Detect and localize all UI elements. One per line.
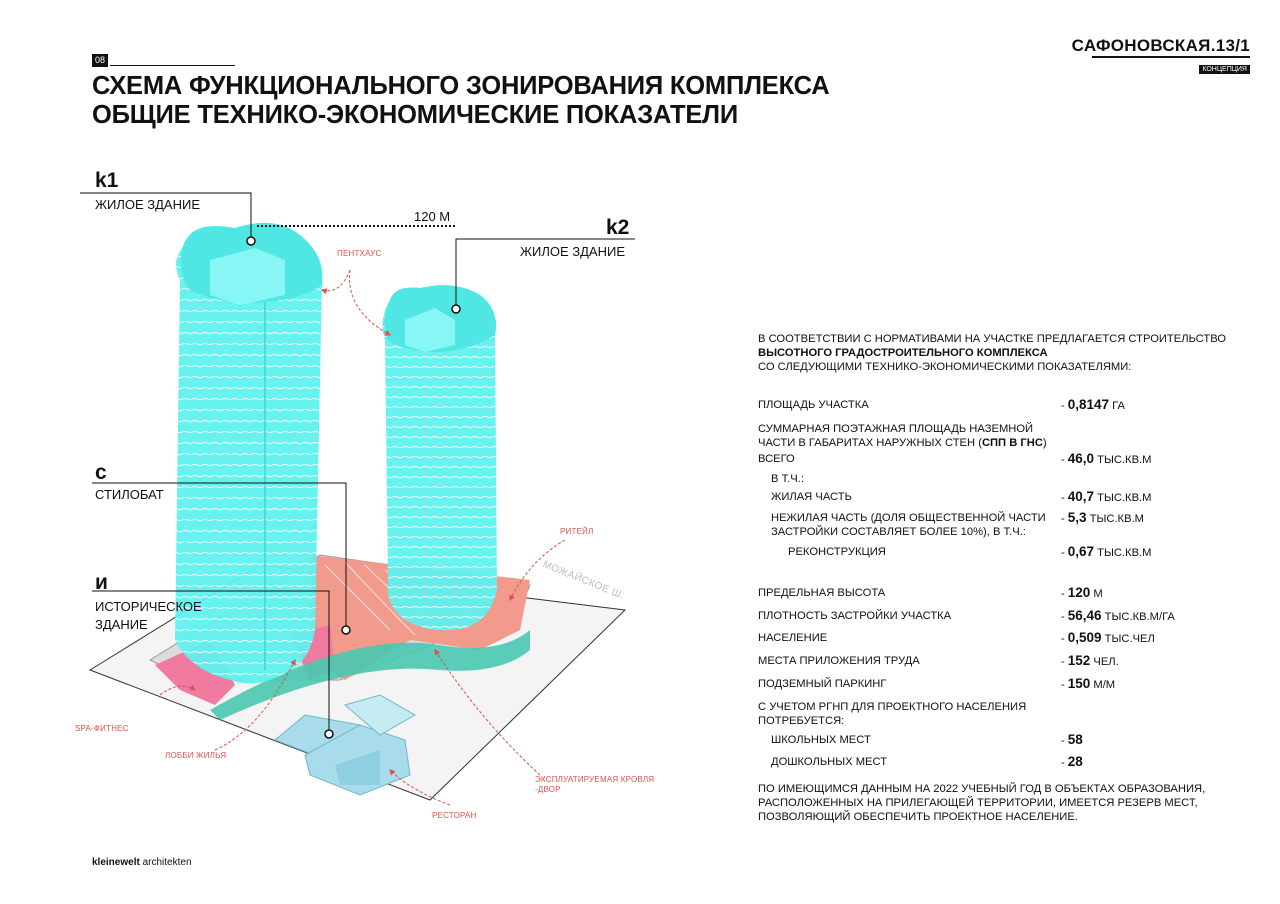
height-label-text: ПРЕДЕЛЬНАЯ ВЫСОТА [758, 587, 886, 599]
label-k1-code: k1 [95, 169, 119, 192]
brand-rule [1092, 56, 1250, 58]
area-label: ПЛОЩАДЬ УЧАСТКА [758, 399, 869, 411]
label-k1-name: ЖИЛОЕ ЗДАНИЕ [95, 197, 201, 212]
title-line-2: ОБЩИЕ ТЕХНИКО-ЭКОНОМИЧЕСКИЕ ПОКАЗАТЕЛИ [92, 101, 738, 129]
zoning-illustration [60, 160, 660, 850]
label-i-name-2: ЗДАНИЕ [95, 617, 148, 632]
area-value: - 0,8147 ГА [1061, 397, 1125, 412]
spp-label [758, 422, 1078, 450]
brand-name: САФОНОВСКАЯ.13/1 [1071, 36, 1250, 55]
title-line-1: СХЕМА ФУНКЦИОНАЛЬНОГО ЗОНИРОВАНИЯ КОМПЛЕКСА [92, 72, 830, 100]
parking-value: - 150 М/М [1061, 676, 1116, 691]
zoning-diagram [60, 160, 660, 850]
footer-credit [92, 857, 192, 868]
residential-label: ЖИЛАЯ ЧАСТЬ [771, 491, 852, 503]
label-c-code: c [95, 461, 107, 484]
annotation-retail: РИТЕЙЛ [560, 527, 594, 536]
intro-line-3: СО СЛЕДУЮЩИМИ ТЕХНИКО-ЭКОНОМИЧЕСКИМИ ПОКАЗАТЕЛЯМИ: [758, 361, 1132, 373]
label-c-name: СТИЛОБАТ [95, 487, 164, 502]
population-value: - 0,509 ТЫС.ЧЕЛ [1061, 630, 1155, 645]
recon-label: РЕКОНСТРУКЦИЯ [788, 546, 886, 558]
total-label: ВСЕГО [758, 453, 795, 465]
preschool-value: - 28 [1061, 754, 1083, 769]
height-label: 120 М [414, 209, 451, 224]
annotation-restaurant: РЕСТОРАН [432, 811, 477, 820]
rgnp-label [758, 700, 1078, 728]
outro-line-3: ПОЗВОЛЯЮЩИЙ ОБЕСПЕЧИТЬ ПРОЕКТНОЕ НАСЕЛЕНИЕ. [758, 811, 1078, 823]
spp-line-2: ЧАСТИ В ГАБАРИТАХ НАРУЖНЫХ СТЕН (СПП В ГНС) [758, 437, 1047, 449]
annotation-spa: SPA-ФИТНЕС [75, 724, 129, 733]
page-number: 08 [92, 54, 108, 67]
jobs-label: МЕСТА ПРИЛОЖЕНИЯ ТРУДА [758, 655, 920, 667]
density-value: - 56,46 ТЫС.КВ.М/ГА [1061, 608, 1175, 623]
school-value: - 58 [1061, 732, 1083, 747]
label-k2-code: k2 [606, 216, 630, 239]
nonres-line-2: ЗАСТРОЙКИ СОСТАВЛЯЕТ БОЛЕЕ 10%), В Т.Ч.: [771, 526, 1026, 538]
intro-line-2: ВЫСОТНОГО ГРАДОСТРОИТЕЛЬНОГО КОМПЛЕКСА [758, 347, 1048, 359]
outro-text [758, 782, 1205, 824]
height-value: - 120 М [1061, 585, 1103, 600]
brand-block [1072, 36, 1250, 76]
recon-value: - 0,67 ТЫС.КВ.М [1061, 544, 1152, 559]
spp-line-1: СУММАРНАЯ ПОЭТАЖНАЯ ПЛОЩАДЬ НАЗЕМНОЙ [758, 423, 1034, 435]
footer-regular: architekten [139, 857, 192, 868]
residential-value: - 40,7 ТЫС.КВ.М [1061, 489, 1152, 504]
parking-label: ПОДЗЕМНЫЙ ПАРКИНГ [758, 678, 887, 690]
footer-bold: kleinewelt [92, 857, 140, 868]
preschool-label: ДОШКОЛЬНЫХ МЕСТ [771, 756, 888, 768]
annotation-lobby: ЛОББИ ЖИЛЬЯ [165, 751, 227, 760]
population-label: НАСЕЛЕНИЕ [758, 632, 828, 644]
rgnp-line-2: ПОТРЕБУЕТСЯ: [758, 715, 845, 727]
nonres-label [758, 511, 1058, 539]
outro-line-1: ПО ИМЕЮЩИМСЯ ДАННЫМ НА 2022 УЧЕБНЫЙ ГОД В ОБЪЕКТАХ ОБРАЗОВАНИЯ, [758, 783, 1206, 795]
outro-line-2: РАСПОЛОЖЕННЫХ НА ПРИЛЕГАЮЩЕЙ ТЕРРИТОРИИ, ИМЕЕТСЯ РЕЗЕРВ МЕСТ, [758, 797, 1198, 809]
label-i-name-1: ИСТОРИЧЕСКОЕ [95, 599, 202, 614]
nonres-value: - 5,3 ТЫС.КВ.М [1061, 510, 1144, 525]
brand-subtitle: КОНЦЕПЦИЯ [1199, 65, 1250, 74]
nonres-line-1: НЕЖИЛАЯ ЧАСТЬ (ДОЛЯ ОБЩЕСТВЕННОЙ ЧАСТИ [771, 512, 1046, 524]
intro-text [758, 332, 1248, 374]
rgnp-line-1: С УЧЕТОМ РГНП ДЛЯ ПРОЕКТНОГО НАСЕЛЕНИЯ [758, 701, 1027, 713]
school-label: ШКОЛЬНЫХ МЕСТ [771, 734, 871, 746]
label-k2-name: ЖИЛОЕ ЗДАНИЕ [520, 244, 626, 259]
density-label: ПЛОТНОСТЬ ЗАСТРОЙКИ УЧАСТКА [758, 610, 952, 622]
annotation-roof-2: -ДВОР [535, 785, 561, 794]
incl-label: В Т.Ч.: [771, 473, 804, 485]
label-i-code: и [95, 571, 108, 594]
page-number-rule [110, 65, 235, 66]
tep-block [758, 332, 1248, 823]
jobs-value: - 152 ЧЕЛ. [1061, 653, 1119, 668]
intro-line-1: В СООТВЕТСТВИИ С НОРМАТИВАМИ НА УЧАСТКЕ ПРЕДЛАГАЕТСЯ СТРОИТЕЛЬСТВО [758, 333, 1227, 345]
road-label: МОЖАЙСКОЕ Ш. [541, 559, 626, 602]
total-value: - 46,0 ТЫС.КВ.М [1061, 451, 1152, 466]
tower-k2 [382, 285, 497, 630]
annotation-penthouse: ПЕНТХАУС [337, 249, 382, 258]
annotation-roof: ЭКСПЛУАТИРУЕМАЯ КРОВЛЯ [535, 775, 655, 784]
page-title [92, 72, 829, 130]
